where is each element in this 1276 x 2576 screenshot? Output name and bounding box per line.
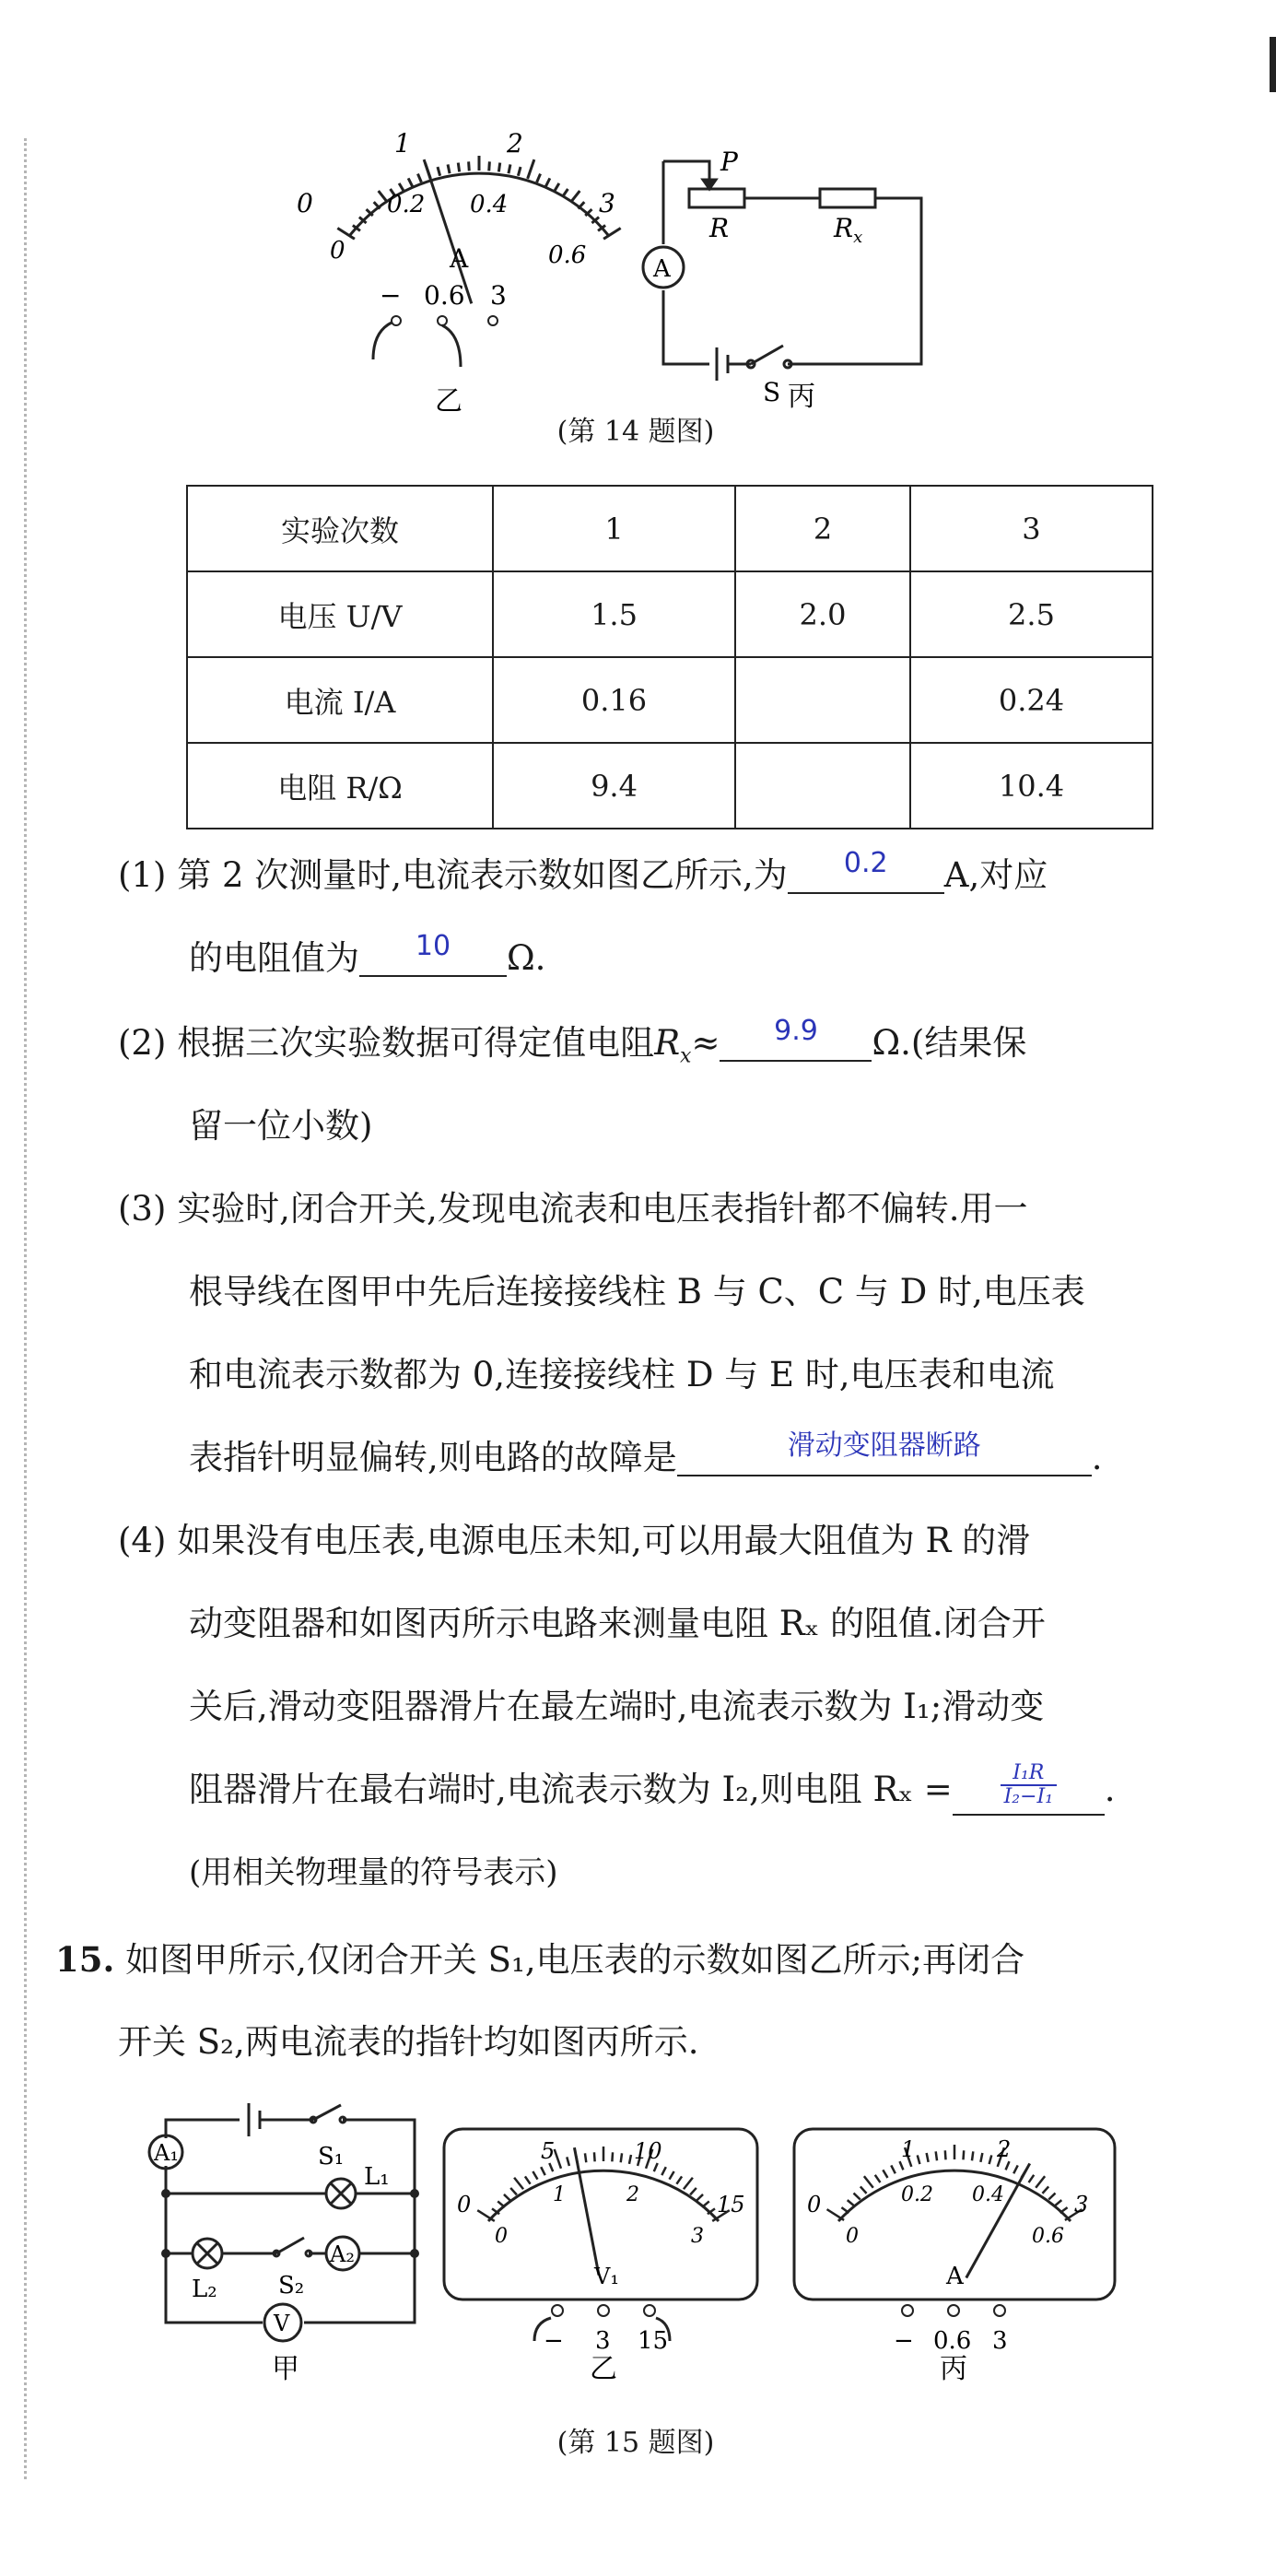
table-row: [187, 486, 1153, 571]
figure-15-drawing: [129, 2092, 1170, 2405]
table-cell: 2.0: [735, 571, 910, 657]
q15-line1: [55, 1932, 1024, 1988]
scale-tick: [528, 159, 534, 179]
q3-text-1: 实验时,闭合开关,发现电流表和电压表指针都不偏转.用一: [177, 1189, 1028, 1229]
q4-text-1: 如果没有电压表,电源电压未知,可以用最大阻值为 R 的滑: [177, 1521, 1031, 1560]
l2-label: L₂: [192, 2276, 217, 2303]
data-table: [186, 485, 1153, 829]
scale-tick: [570, 191, 579, 203]
q2-answer: 9.9: [774, 1015, 818, 1047]
terminal-3: 3: [490, 280, 507, 311]
q4-text-4: 阻器滑片在最右端时,电流表示数为 I₂,则电阻 Rₓ =: [189, 1770, 953, 1809]
switch-s: S: [763, 377, 781, 407]
q4-answer-fraction: [1001, 1762, 1057, 1808]
table-cell: 3: [910, 486, 1153, 571]
q3-text-4: 表指针明显偏转,则电路的故障是: [189, 1438, 677, 1477]
q2-blank: [720, 1016, 872, 1062]
table-row: [187, 657, 1153, 743]
q2-text-b: Ω.(结果保: [872, 1023, 1027, 1063]
label-bing: 丙: [940, 2353, 967, 2385]
table-row: [187, 571, 1153, 657]
q1-text-b: A,对应: [943, 855, 1048, 895]
scale-tick: [448, 164, 450, 173]
scale-top-2: 2: [507, 128, 523, 159]
scale-bottom-0: 0: [846, 2225, 859, 2248]
q4-answer-denominator: I₂−I₁: [1003, 1784, 1054, 1808]
ammeter-unit: A: [450, 243, 469, 274]
scale-tick: [489, 161, 490, 171]
page-edge-mark: [1270, 37, 1276, 92]
scale-tick: [945, 2150, 946, 2159]
scale-tick: [498, 163, 499, 172]
scale-top-0: 0: [457, 2192, 472, 2217]
q15-number: 15.: [55, 1939, 115, 1980]
scale-bottom-0: 0: [495, 2225, 508, 2248]
rheostat-r: R: [709, 213, 730, 243]
voltmeter-yi: [444, 2129, 757, 2385]
q4-line2: 动变阻器和如图丙所示电路来测量电阻 Rₓ 的阻值.闭合开: [189, 1604, 1046, 1643]
scale-tick: [458, 163, 459, 172]
scale-top-2: 2: [997, 2136, 1012, 2162]
q1-label: (1): [118, 855, 167, 895]
scale-bottom-1: 0.2: [901, 2183, 933, 2206]
table-cell: 电压 U/V: [187, 571, 493, 657]
s2-label: S₂: [278, 2272, 305, 2300]
q1-answer-b: 10: [415, 930, 451, 962]
scale-top-3: 15: [717, 2192, 745, 2217]
q3-line4: [189, 1430, 1103, 1486]
q15-line2: 开关 S₂,两电流表的指针均如图丙所示.: [118, 2022, 699, 2062]
label-yi: 乙: [590, 2353, 617, 2385]
scale-top-0: 0: [807, 2192, 822, 2217]
scale-tick: [545, 178, 550, 186]
q3-blank: [677, 1430, 1092, 1476]
q2-line1: [118, 1016, 1026, 1084]
figure-14-caption: (第 14 题图): [556, 416, 715, 448]
q4-line1: [118, 1513, 1030, 1569]
scale-top-1: 1: [901, 2136, 916, 2162]
table-cell: 2: [735, 486, 910, 571]
scale-tick: [594, 2152, 595, 2161]
figure-14: [276, 124, 1013, 419]
terminal-15: 15: [638, 2327, 669, 2355]
terminal-minus: −: [380, 280, 402, 311]
label-bing: 丙: [788, 381, 815, 413]
q3-line2: 根导线在图甲中先后连接接线柱 B 与 C、C 与 D 时,电压表: [189, 1272, 1085, 1312]
q3-answer: 滑动变阻器断路: [787, 1429, 981, 1462]
table-cell: 1: [493, 486, 735, 571]
terminal-minus: −: [544, 2327, 564, 2355]
table-cell: 电阻 R/Ω: [187, 743, 493, 829]
terminal-06: 0.6: [424, 280, 465, 311]
resistor-rx: $R_x$: [834, 213, 863, 247]
q2-label: (2): [118, 1023, 167, 1063]
slider-p: P: [720, 147, 738, 177]
scale-tick: [563, 189, 568, 196]
l1-label: L₁: [364, 2163, 390, 2191]
q4-line3: 关后,滑动变阻器滑片在最左端时,电流表示数为 I₁;滑动变: [189, 1687, 1045, 1726]
a1-symbol: A₁: [154, 2140, 179, 2166]
scale-tick: [964, 2150, 965, 2159]
s1-label: S₁: [318, 2143, 345, 2170]
q1-text: 第 2 次测量时,电流表示数如图乙所示,为: [177, 855, 788, 895]
scale-top-3: 3: [1074, 2192, 1089, 2217]
q15-text-1: 如图甲所示,仅闭合开关 S₁,电压表的示数如图乙所示;再闭合: [125, 1940, 1025, 1980]
table-cell: 1.5: [493, 571, 735, 657]
scale-tick: [518, 167, 521, 176]
q1-answer-a: 0.2: [843, 847, 888, 879]
q2-var-sub: x: [680, 1044, 692, 1068]
q4-line4: [189, 1762, 1116, 1817]
voltmeter-unit: V₁: [594, 2264, 619, 2289]
table-cell: 9.4: [493, 743, 735, 829]
scale-bottom-1: 1: [553, 2183, 566, 2206]
table-cell: 0.24: [910, 657, 1153, 743]
scale-bottom-0: 0: [330, 237, 345, 265]
q4-line5: (用相关物理量的符号表示): [189, 1854, 558, 1891]
table-cell: [735, 743, 910, 829]
q4-label: (4): [118, 1521, 167, 1560]
q2-approx: ≈: [691, 1023, 720, 1063]
scale-bottom-1: 0.2: [387, 191, 426, 218]
scale-tick: [936, 2151, 937, 2160]
terminal-3: 3: [595, 2327, 611, 2355]
scale-tick: [621, 2153, 622, 2162]
scale-bottom-3: 0.6: [548, 241, 587, 269]
terminal-minus: −: [894, 2327, 914, 2355]
scale-top-2: 10: [634, 2138, 662, 2164]
v-symbol: V: [274, 2311, 290, 2336]
scale-tick: [408, 178, 413, 186]
scale-tick: [438, 167, 440, 176]
scale-tick: [509, 164, 510, 173]
q2-text: 根据三次实验数据可得定值电阻: [177, 1023, 655, 1063]
scale-tick: [555, 183, 559, 192]
figure-14-drawing: [276, 124, 1013, 419]
q1-line1: [118, 848, 1048, 903]
terminal-06: 0.6: [933, 2327, 972, 2355]
label-yi: 乙: [435, 385, 462, 418]
scale-bottom-2: 0.4: [972, 2183, 1004, 2206]
scale-tick: [612, 2152, 613, 2161]
ammeter-bing: [794, 2129, 1115, 2385]
scale-top-1: 5: [541, 2138, 556, 2164]
q4-answer-numerator: I₁R: [1001, 1762, 1057, 1786]
table-row: [187, 743, 1153, 829]
q1-text-d: Ω.: [507, 938, 546, 978]
margin-dotted-line: [24, 138, 27, 2479]
q1-text-c: 的电阻值为: [189, 938, 359, 978]
q1-line2: [189, 931, 545, 986]
scale-tick: [469, 161, 470, 171]
scale-bottom-3: 3: [691, 2225, 704, 2248]
scale-top-3: 3: [599, 188, 615, 218]
scale-tick: [537, 174, 541, 182]
scale-tick: [972, 2151, 973, 2160]
table-cell: 2.5: [910, 571, 1153, 657]
scale-tick: [417, 174, 421, 182]
table-cell: 实验次数: [187, 486, 493, 571]
terminal-3: 3: [992, 2327, 1008, 2355]
table-cell: 10.4: [910, 743, 1153, 829]
q2-line2: 留一位小数): [189, 1106, 373, 1146]
figure-15-caption: (第 15 题图): [556, 2427, 715, 2459]
scale-bottom-2: 2: [626, 2183, 639, 2206]
table-cell: [735, 657, 910, 743]
q3-line3: 和电流表示数都为 0,连接接线柱 D 与 E 时,电压表和电流: [189, 1355, 1055, 1394]
figure-15: [129, 2092, 1170, 2405]
q4-blank: [953, 1762, 1105, 1816]
q4-end: .: [1104, 1770, 1116, 1809]
ammeter-yi: [297, 128, 621, 418]
label-jia: 甲: [272, 2353, 299, 2385]
q3-end: .: [1091, 1438, 1103, 1477]
q1-blank-a: [788, 848, 944, 894]
q3-label: (3): [118, 1189, 167, 1229]
q1-blank-b: [359, 931, 507, 977]
scale-bottom-2: 0.4: [470, 191, 509, 218]
table-cell: 电流 I/A: [187, 657, 493, 743]
q3-line1: [118, 1182, 1027, 1237]
scale-bottom-3: 0.6: [1032, 2225, 1064, 2248]
scale-tick: [585, 2153, 586, 2162]
q2-var: R: [654, 1023, 681, 1063]
circuit-bing: [643, 161, 921, 381]
table-cell: 0.16: [493, 657, 735, 743]
scale-top-1: 1: [394, 128, 411, 159]
ammeter-unit: A: [946, 2263, 964, 2290]
ammeter-a-symbol: A: [653, 255, 671, 283]
circuit-jia: [149, 2103, 415, 2341]
a2-symbol: A₂: [330, 2241, 355, 2267]
scale-top-0: 0: [297, 188, 313, 218]
